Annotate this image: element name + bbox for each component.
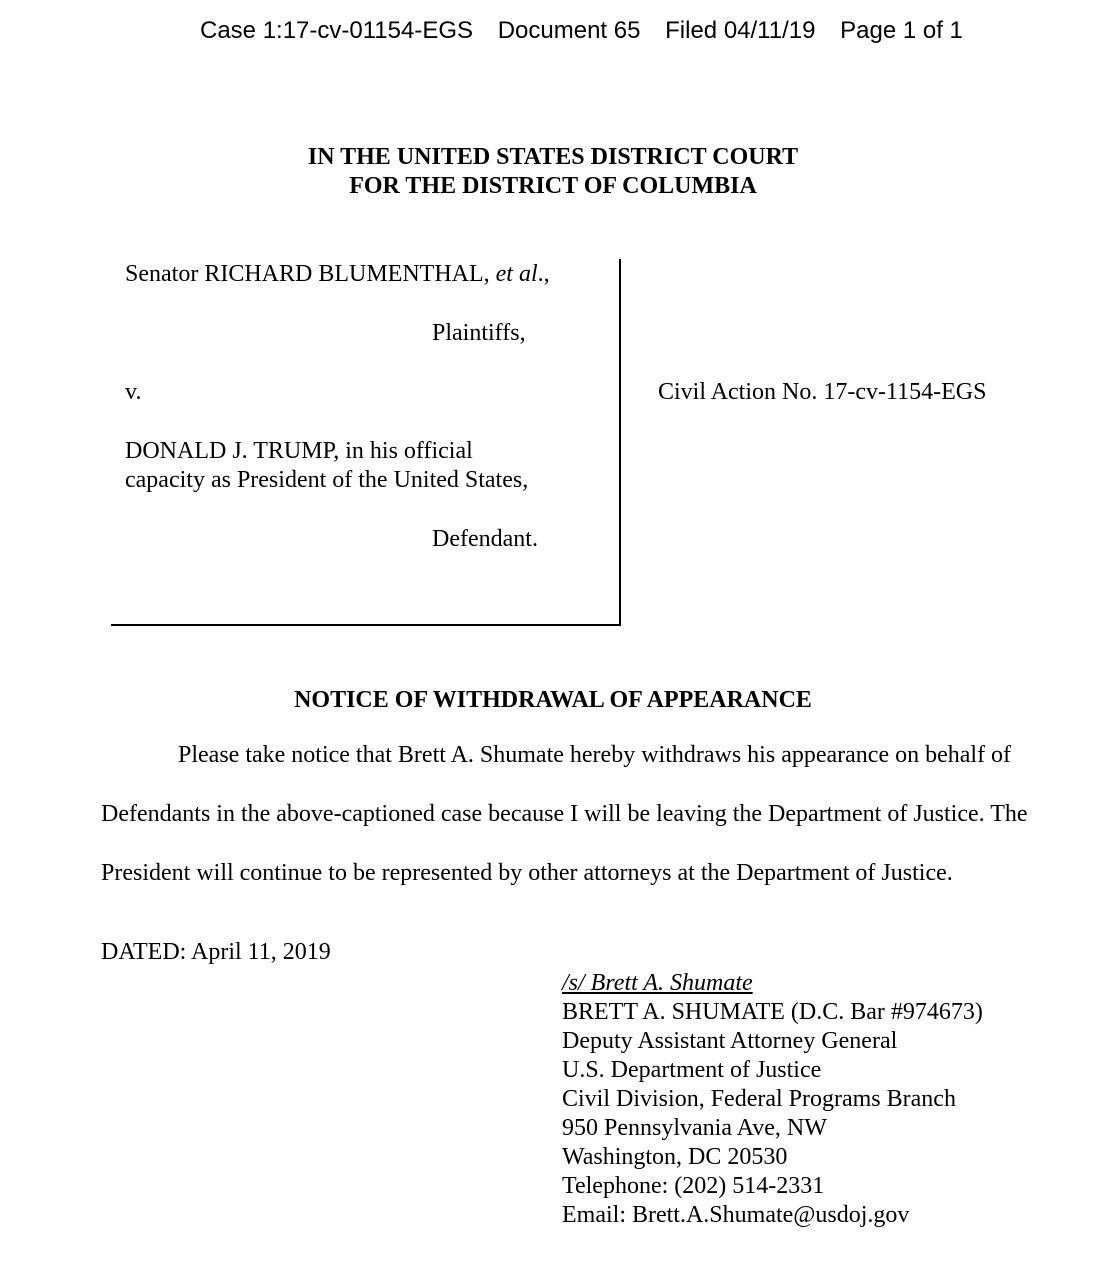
defendant-line-1: DONALD J. TRUMP, in his official [125, 438, 473, 464]
address-line-2: Washington, DC 20530 [562, 1144, 788, 1170]
electronic-signature: /s/ Brett A. Shumate [562, 970, 753, 996]
notice-title: NOTICE OF WITHDRAWAL OF APPEARANCE [294, 687, 812, 713]
notice-body-line-2: Defendants in the above-captioned case because I will be leaving the Department of Justice. The [101, 801, 1028, 827]
signer-title: Deputy Assistant Attorney General [562, 1028, 898, 1054]
notice-body-line-1: Please take notice that Brett A. Shumate hereby withdraws his appearance on behalf of [178, 742, 1012, 768]
dated-line: DATED: April 11, 2019 [101, 939, 331, 965]
signer-department: U.S. Department of Justice [562, 1057, 822, 1083]
plaintiff-name [125, 260, 550, 289]
signature-block [562, 969, 983, 1230]
email: Email: Brett.A.Shumate@usdoj.gov [562, 1202, 910, 1228]
filed-date: Filed 04/11/19 [665, 17, 816, 44]
telephone: Telephone: (202) 514-2331 [562, 1173, 825, 1199]
versus: v. [125, 379, 142, 405]
plaintiffs-label: Plaintiffs, [432, 320, 526, 346]
document-number: Document 65 [497, 17, 641, 44]
plaintiff-suffix: ., [537, 261, 550, 287]
et-al: et al [495, 261, 538, 287]
signer-name: BRETT A. SHUMATE (D.C. Bar #974673) [562, 999, 983, 1025]
page-number: Page 1 of 1 [840, 17, 963, 44]
plaintiff-name-text: Senator RICHARD BLUMENTHAL, [125, 261, 496, 287]
filing-header [200, 17, 981, 45]
court-line-2: FOR THE DISTRICT OF COLUMBIA [349, 173, 757, 199]
defendant-line-2: capacity as President of the United States, [125, 467, 529, 493]
court-heading [0, 143, 1106, 201]
notice-body-line-3: President will continue to be represented by other attorneys at the Department of Justice. [101, 860, 953, 886]
court-line-1: IN THE UNITED STATES DISTRICT COURT [307, 144, 799, 170]
case-number: Case 1:17-cv-01154-EGS [200, 17, 474, 44]
caption-horizontal-rule [111, 624, 621, 626]
caption-vertical-rule [619, 259, 621, 626]
address-line-1: 950 Pennsylvania Ave, NW [562, 1115, 827, 1141]
defendant-label: Defendant. [432, 526, 538, 552]
signer-division: Civil Division, Federal Programs Branch [562, 1086, 956, 1112]
civil-action-number: Civil Action No. 17-cv-1154-EGS [658, 379, 987, 405]
